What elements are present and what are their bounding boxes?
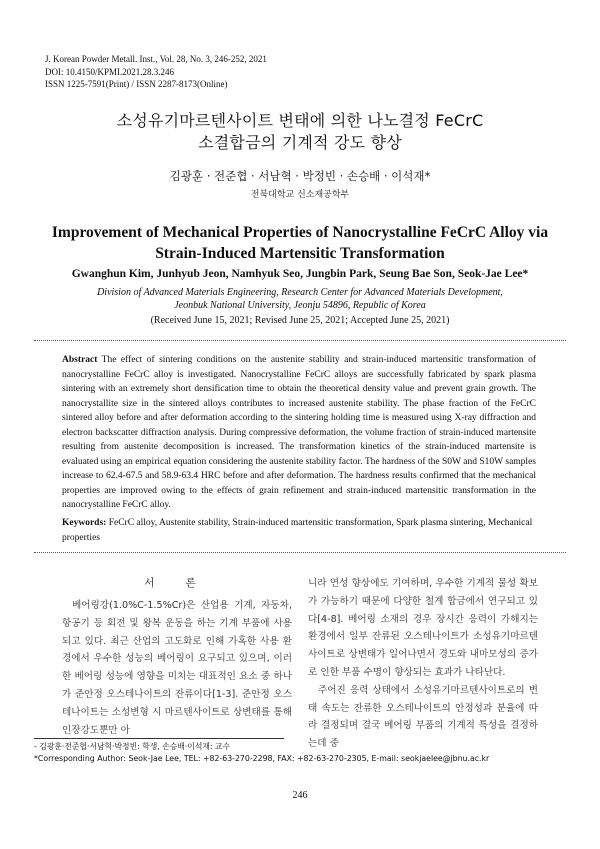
keywords-label: Keywords: — [62, 518, 107, 528]
section-heading: 서 론 — [144, 577, 210, 589]
abstract-label: Abstract — [62, 355, 98, 365]
korean-title-line2: 소결합금의 기계적 강도 향상 — [198, 133, 402, 152]
intro-paragraph-1: 베어링강(1.0%C-1.5%Cr)은 산업용 기계, 자동차, 항공기 등 회전 및 왕복 운동을 하는 기계 부품에 사용되고 있다. 최근 산업의 고도화로 인해 가혹한 사용 환경에서 우수한 성능의 베어링이 요구되고 있으며, 이러한 베어링 성능에 영향을 미치는 대표적인 요소 중 하나가 준안정 오스테나이트의 잔류이다[1-3]. 준안정 오스테나이트는 소성변형 시 마르텐사이트로 상변태를 통해 인장강도뿐만 아 — [62, 600, 292, 736]
footnote-rule — [34, 738, 284, 739]
intro-paragraph-3: 주어진 응력 상태에서 소성유기마르텐사이트로의 변태 속도는 잔류한 오스테나이트의 안정성과 분율에 따라 결정되며 결국 베어링 부품의 기계적 특성을 결정하는데 중 — [308, 684, 538, 750]
english-title-line1: Improvement of Mechanical Properties of Nanocrystalline FeCrC Alloy via — [51, 224, 549, 241]
divider-top — [34, 340, 566, 341]
doi: DOI: 10.4150/KPMI.2021.28.3.246 — [45, 66, 175, 77]
body-right-column — [308, 575, 538, 753]
korean-title-line1: 소성유기마르텐사이트 변태에 의한 나노결정 FeCrC — [116, 111, 484, 130]
english-affiliation — [0, 287, 600, 312]
korean-title — [0, 110, 600, 154]
korean-affiliation: 전북대학교 신소재공학부 — [250, 190, 350, 200]
issn: ISSN 1225-7591(Print) / ISSN 2287-8173(Online) — [45, 79, 228, 89]
intro-paragraph-2: 니라 연성 향상에도 기여하며, 우수한 기계적 물성 확보가 가능하기 때문에 다양한 철계 합금에서 연구되고 있다[4-8]. 베어링 소재의 경우 장시간 응력이 가해지는 환경에서 일부 잔류된 오스테나이트가 소성유기마르텐사이트로 상변태가 일어나면서 경도와 내마모성의 증가로 인한 부품 수명이 향상되는 효과가 나타난다. — [308, 578, 538, 678]
english-title-line2: Strain-Induced Martensitic Transformation — [155, 245, 445, 262]
english-authors: Gwanghun Kim, Junhyub Jeon, Namhyuk Seo, Jungbin Park, Seung Bae Son, Seok-Jae Lee* — [71, 268, 529, 280]
footnote-authors: - 김광훈·전준협·서남혁·박정빈: 학생, 손승배·이석재: 교수 — [34, 742, 231, 751]
body-left-column — [62, 597, 292, 739]
keywords-text: FeCrC alloy, Austenite stability, Strain-induced martensitic transformation, Spark plasma sintering, Mechanical properties — [62, 518, 533, 543]
affiliation-line1: Division of Advanced Materials Engineering, Research Center for Advanced Materials Development, — [97, 287, 503, 298]
journal-header — [45, 53, 267, 91]
divider-bottom — [34, 552, 566, 553]
received-dates: (Received June 15, 2021; Revised June 25, 2021; Accepted June 25, 2021) — [150, 315, 450, 326]
keywords — [62, 516, 536, 545]
abstract-text: The effect of sintering conditions on the austenite stability and strain-induced martensitic transformation of nanocrystalline FeCrC alloy is investigated. Nanocrystalline FeCrC alloys are successfully fabricated by spark plasma sintering with an extremely short densification time to obtain the theoretical density value and prevent grain growth. The nanocrystallite size in the sintered alloys contributes to increased austenite stability. The phase fraction of the FeCrC sintered alloy before and after deformation according to the sintering holding time is measured using X-ray diffraction and electron backscatter diffraction analysis. During compressive deformation, the volume fraction of strain-induced martensite resulting from austenite decomposition is increased. The transformation kinetics of the strain-induced martensite is evaluated using an empirical equation considering the austenite stability factor. The hardness of the S0W and S10W samples increase to 62.4-67.5 and 58.9-63.4 HRC before and after deformation. The hardness results confirmed that the mechanical properties are improved owing to the effects of grain refinement and strain-induced martensitic transformation in the nanocrystalline FeCrC alloy. — [62, 355, 536, 510]
abstract — [62, 353, 536, 513]
journal-citation: J. Korean Powder Metall. Inst., Vol. 28, No. 3, 246-252, 2021 — [45, 54, 267, 64]
affiliation-line2: Jeonbuk National University, Jeonju 54896, Republic of Korea — [174, 299, 426, 311]
korean-authors: 김광훈 · 전준협 · 서남혁 · 박정빈 · 손승배 · 이석재* — [169, 169, 431, 183]
footnote-corresponding: *Corresponding Author: Seok-Jae Lee, TEL: +82-63-270-2298, FAX: +82-63-270-2305, E-mail: seokjaelee@jbnu.ac.kr — [34, 754, 490, 763]
english-title — [0, 222, 600, 264]
page-number: 246 — [292, 790, 308, 801]
